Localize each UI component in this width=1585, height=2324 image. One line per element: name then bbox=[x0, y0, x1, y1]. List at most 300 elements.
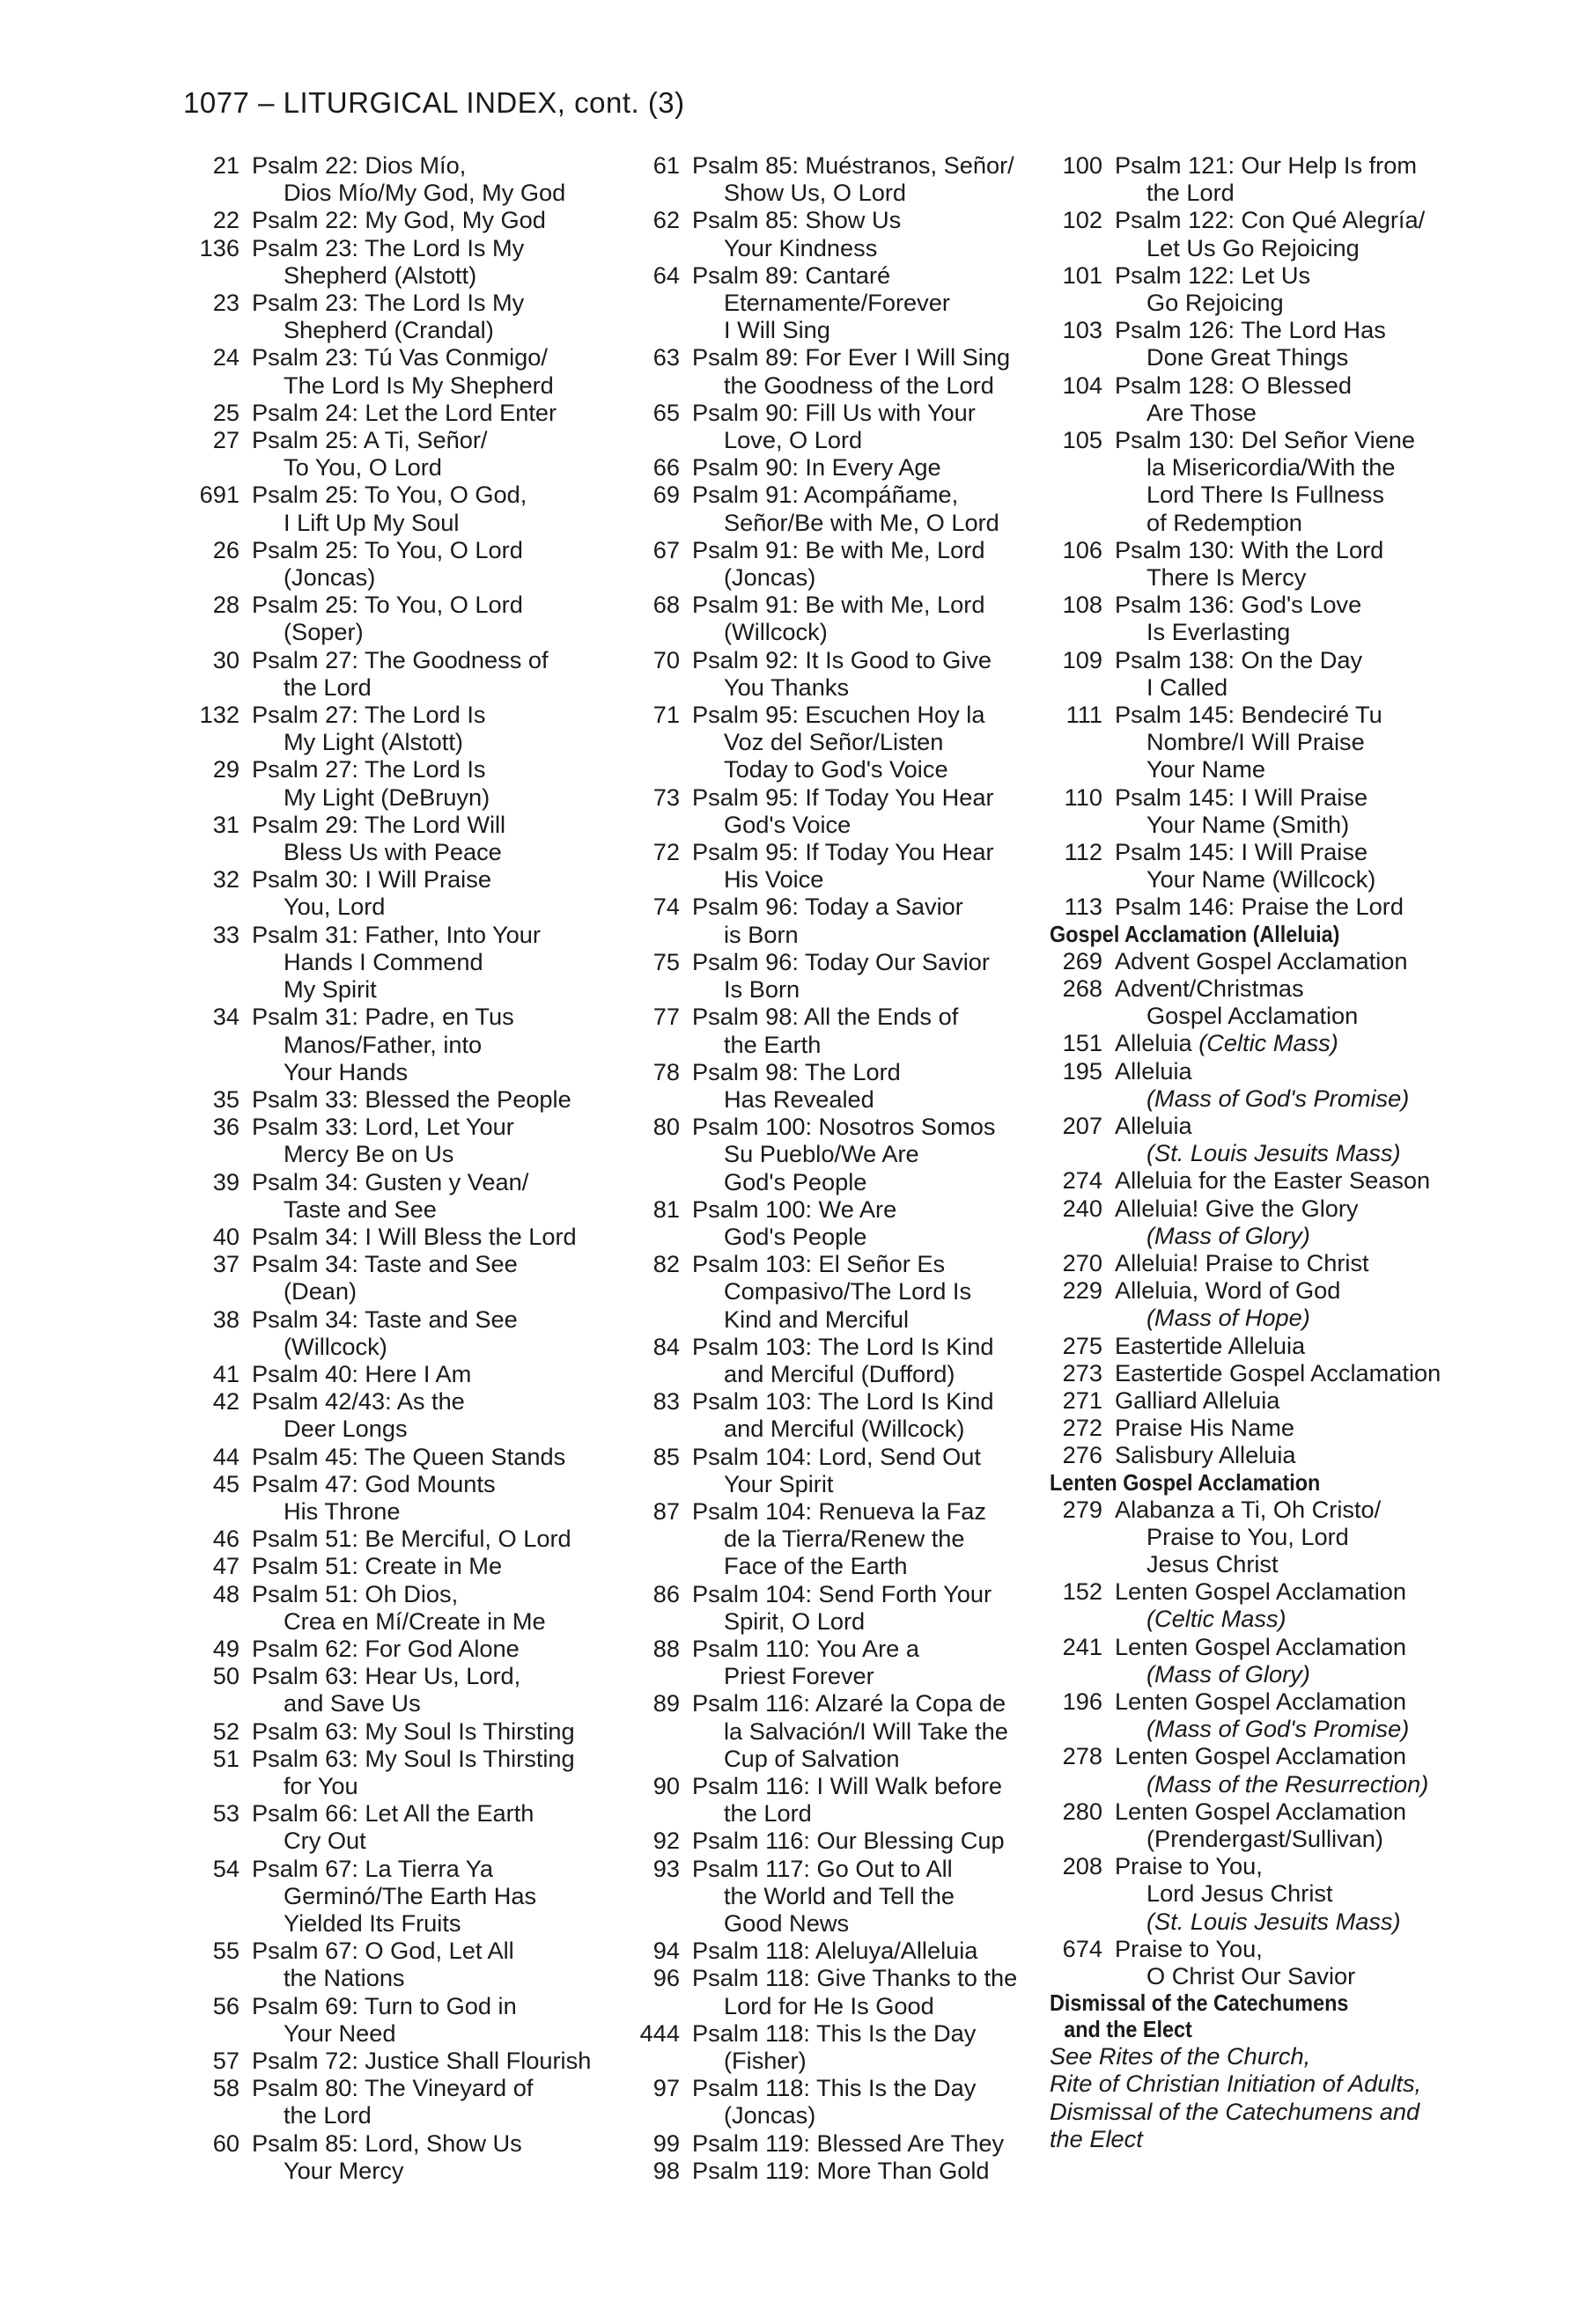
hymn-number: 240 bbox=[1062, 1194, 1102, 1222]
entry-title: Psalm 90: In Every Age bbox=[692, 453, 941, 482]
entry-title: Psalm 85: Show Us Your Kindness bbox=[692, 206, 902, 261]
hymn-number: 69 bbox=[652, 481, 680, 509]
hymn-number: 80 bbox=[652, 1113, 680, 1141]
entry-title: Psalm 27: The Goodness of the Lord bbox=[252, 645, 549, 701]
entry-title: Psalm 45: The Queen Stands bbox=[252, 1442, 566, 1470]
hymn-number: 90 bbox=[652, 1771, 680, 1799]
entry-title: Praise His Name bbox=[1115, 1414, 1294, 1442]
hymn-number: 36 bbox=[212, 1113, 240, 1141]
hymn-number: 67 bbox=[652, 535, 680, 563]
entry-title: Psalm 91: Be with Me, Lord (Joncas) bbox=[692, 535, 985, 592]
index-entry bbox=[627, 453, 1050, 481]
hymn-number: 27 bbox=[212, 426, 240, 454]
entry-title: Psalm 119: Blessed Are They bbox=[692, 2129, 1005, 2157]
entry-title: Psalm 25: A Ti, Señor/ To You, O Lord bbox=[252, 426, 488, 482]
index-entry bbox=[627, 1497, 1050, 1580]
hymn-number: 270 bbox=[1062, 1248, 1102, 1276]
index-entry bbox=[187, 2129, 627, 2184]
hymn-number: 86 bbox=[652, 1579, 680, 1607]
hymn-number: 58 bbox=[212, 2074, 240, 2102]
entry-title: Psalm 30: I Will Praise You, Lord bbox=[252, 865, 491, 921]
index-entry bbox=[187, 2074, 627, 2129]
entry-title: Psalm 130: Del Señor Viene la Misericordia/With the Lord There Is Fullness of Redemption bbox=[1115, 426, 1416, 536]
index-entry bbox=[187, 1113, 627, 1167]
index-entry bbox=[187, 1937, 627, 1991]
entry-title: Psalm 85: Muéstranos, Señor/ Show Us, O Lord bbox=[692, 151, 1014, 207]
index-entry bbox=[627, 399, 1050, 453]
index-entry bbox=[1050, 1359, 1490, 1386]
index-entry bbox=[1050, 1276, 1490, 1331]
entry-title: Alleluia (St. Louis Jesuits Mass) bbox=[1115, 1111, 1401, 1167]
entry-title: Psalm 24: Let the Lord Enter bbox=[252, 398, 557, 426]
hymn-number: 39 bbox=[212, 1167, 240, 1195]
index-entry bbox=[1050, 1742, 1490, 1797]
index-entry bbox=[627, 343, 1050, 398]
index-entry bbox=[187, 2047, 627, 2074]
index-entry bbox=[187, 399, 627, 426]
entry-title: Alleluia (Mass of God's Promise) bbox=[1115, 1056, 1410, 1112]
index-entry bbox=[627, 2019, 1050, 2074]
index-entry bbox=[1050, 893, 1490, 920]
entry-title: Psalm 51: Create in Me bbox=[252, 1552, 503, 1580]
hymn-number: 55 bbox=[212, 1937, 240, 1965]
index-entry bbox=[187, 591, 627, 645]
hymn-number: 113 bbox=[1064, 893, 1102, 921]
entry-title: Psalm 72: Justice Shall Flourish bbox=[252, 2047, 592, 2075]
entry-title: Psalm 95: If Today You Hear God's Voice bbox=[692, 783, 994, 838]
entry-title: Psalm 136: God's Love Is Everlasting bbox=[1115, 591, 1362, 646]
entry-title: Eastertide Gospel Acclamation bbox=[1115, 1358, 1441, 1386]
entry-title: Psalm 128: O Blessed Are Those bbox=[1115, 371, 1352, 426]
hymn-number: 68 bbox=[652, 591, 680, 619]
hymn-number: 102 bbox=[1062, 206, 1102, 234]
index-entry bbox=[627, 1333, 1050, 1387]
entry-title: Psalm 118: This Is the Day (Fisher) bbox=[692, 2019, 977, 2075]
hymn-number: 279 bbox=[1062, 1495, 1102, 1523]
entry-title: Eastertide Alleluia bbox=[1115, 1331, 1306, 1359]
entry-title: Alleluia for the Easter Season bbox=[1115, 1166, 1431, 1195]
section-heading: Gospel Acclamation (Alleluia) bbox=[1050, 920, 1340, 947]
hymn-number: 268 bbox=[1062, 974, 1102, 1002]
entry-title: Psalm 63: My Soul Is Thirsting for You bbox=[252, 1744, 575, 1799]
hymn-number: 111 bbox=[1065, 701, 1102, 729]
index-entry bbox=[187, 1745, 627, 1799]
entry-title: Psalm 34: I Will Bless the Lord bbox=[252, 1222, 577, 1250]
hymn-number: 44 bbox=[212, 1442, 240, 1470]
index-entry bbox=[187, 1552, 627, 1579]
hymn-number: 28 bbox=[212, 591, 240, 619]
hymn-number: 72 bbox=[652, 838, 680, 866]
entry-title: Psalm 29: The Lord Will Bless Us with Peace bbox=[252, 810, 506, 866]
entry-title: Psalm 31: Padre, en Tus Manos/Father, into Your Hands bbox=[252, 1003, 514, 1085]
hymn-number: 26 bbox=[212, 535, 240, 563]
index-entry bbox=[627, 783, 1050, 838]
hymn-number: 24 bbox=[212, 343, 240, 371]
index-entry bbox=[627, 1827, 1050, 1854]
hymn-number: 62 bbox=[652, 206, 680, 234]
hymn-number: 77 bbox=[652, 1003, 680, 1031]
hymn-number: 85 bbox=[652, 1442, 680, 1470]
index-entry bbox=[187, 701, 627, 755]
index-entry bbox=[1050, 1578, 1490, 1632]
entry-title: Lenten Gospel Acclamation (Mass of Glory) bbox=[1115, 1632, 1406, 1688]
index-entry bbox=[187, 1635, 627, 1662]
entry-title: Psalm 119: More Than Gold bbox=[692, 2156, 990, 2184]
index-entry bbox=[1050, 1798, 1490, 1852]
index-entry bbox=[1050, 1029, 1490, 1056]
index-entry bbox=[627, 893, 1050, 947]
entry-title: Psalm 27: The Lord Is My Light (Alstott) bbox=[252, 701, 486, 756]
hymn-number: 51 bbox=[212, 1744, 240, 1772]
index-entry bbox=[187, 481, 627, 535]
index-entry bbox=[627, 1003, 1050, 1057]
hymn-number: 33 bbox=[212, 920, 240, 948]
index-column-1 bbox=[187, 151, 627, 2184]
entry-title: Alleluia! Give the Glory (Mass of Glory) bbox=[1115, 1194, 1359, 1249]
see-reference-note: the Elect bbox=[1050, 2124, 1143, 2152]
hymn-number: 30 bbox=[212, 645, 240, 673]
hymn-number: 195 bbox=[1062, 1056, 1102, 1085]
entry-title: Psalm 25: To You, O Lord (Joncas) bbox=[252, 535, 523, 592]
hymn-number: 41 bbox=[212, 1359, 240, 1387]
index-entry bbox=[1050, 1688, 1490, 1742]
hymn-number: 40 bbox=[212, 1222, 240, 1250]
hymn-number: 35 bbox=[212, 1085, 240, 1113]
hymn-number: 105 bbox=[1062, 426, 1102, 454]
entry-title: Psalm 47: God Mounts His Throne bbox=[252, 1469, 496, 1525]
entry-title: Psalm 34: Gusten y Vean/ Taste and See bbox=[252, 1167, 529, 1223]
hymn-number: 99 bbox=[652, 2129, 680, 2157]
hymn-number: 89 bbox=[652, 1689, 680, 1717]
index-entry bbox=[187, 1717, 627, 1745]
index-entry bbox=[187, 1443, 627, 1470]
hymn-number: 151 bbox=[1062, 1029, 1102, 1057]
entry-title: Psalm 22: My God, My God bbox=[252, 206, 546, 234]
hymn-number: 21 bbox=[212, 151, 240, 179]
index-entry bbox=[627, 151, 1050, 206]
hymn-number: 92 bbox=[652, 1827, 680, 1855]
index-entry bbox=[187, 1168, 627, 1223]
entry-title: Psalm 67: O God, Let All the Nations bbox=[252, 1937, 514, 1992]
entry-title: Praise to You, Lord Jesus Christ (St. Louis Jesuits Mass) bbox=[1115, 1852, 1401, 1935]
entry-title: Psalm 122: Con Qué Alegría/ Let Us Go Rejoicing bbox=[1115, 206, 1426, 261]
hymn-number: 31 bbox=[212, 810, 240, 838]
index-entry bbox=[627, 2157, 1050, 2184]
index-entry bbox=[1050, 1386, 1490, 1414]
entry-title: Psalm 145: I Will Praise Your Name (Willcock) bbox=[1115, 838, 1376, 894]
entry-title: Psalm 62: For God Alone bbox=[252, 1634, 520, 1662]
entry-title: Advent/Christmas Gospel Acclamation bbox=[1115, 974, 1359, 1030]
hymn-number: 274 bbox=[1062, 1166, 1102, 1195]
entry-title: Psalm 103: The Lord Is Kind and Merciful (Willcock) bbox=[692, 1387, 994, 1443]
entry-title: Psalm 118: Aleluya/Alleluia bbox=[692, 1937, 978, 1965]
index-entry bbox=[1050, 838, 1490, 893]
entry-title: Psalm 34: Taste and See (Willcock) bbox=[252, 1305, 518, 1360]
index-entry bbox=[627, 206, 1050, 261]
entry-title: Psalm 89: Cantaré Eternamente/Forever I Will Sing bbox=[692, 261, 950, 344]
hymn-number: 46 bbox=[212, 1525, 240, 1553]
entry-title: Alabanza a Ti, Oh Cristo/ Praise to You, Lord Jesus Christ bbox=[1115, 1495, 1382, 1578]
hymn-number: 106 bbox=[1062, 535, 1102, 563]
index-entry bbox=[627, 1113, 1050, 1195]
entry-title: Psalm 80: The Vineyard of the Lord bbox=[252, 2074, 534, 2129]
entry-title: Psalm 130: With the Lord There Is Mercy bbox=[1115, 535, 1384, 592]
entry-title: Psalm 25: To You, O God, I Lift Up My Soul bbox=[252, 481, 527, 536]
hymn-number: 60 bbox=[212, 2129, 240, 2157]
index-entry bbox=[1050, 261, 1490, 316]
hymn-number: 88 bbox=[652, 1634, 680, 1662]
hymn-number: 66 bbox=[652, 453, 680, 482]
entry-title: Psalm 104: Renueva la Faz de la Tierra/Renew the Face of the Earth bbox=[692, 1497, 986, 1580]
page-header: 1077 – LITURGICAL INDEX, cont. (3) bbox=[183, 86, 685, 119]
entry-title: Psalm 66: Let All the Earth Cry Out bbox=[252, 1799, 534, 1855]
index-entry bbox=[187, 206, 627, 233]
hymn-number: 207 bbox=[1062, 1111, 1102, 1139]
index-entry bbox=[627, 646, 1050, 701]
index-entry bbox=[1050, 1633, 1490, 1688]
entry-title: Alleluia, Word of God (Mass of Hope) bbox=[1115, 1276, 1341, 1332]
hymn-number: 273 bbox=[1062, 1358, 1102, 1386]
hymn-number: 112 bbox=[1064, 838, 1102, 866]
hymn-number: 34 bbox=[212, 1003, 240, 1031]
hymn-number: 269 bbox=[1062, 946, 1102, 974]
entry-title: Psalm 98: The Lord Has Revealed bbox=[692, 1057, 901, 1113]
hymn-number: 48 bbox=[212, 1579, 240, 1607]
entry-title: Psalm 92: It Is Good to Give You Thanks bbox=[692, 645, 992, 701]
entry-title: Psalm 117: Go Out to All the World and Tell the Good News bbox=[692, 1854, 955, 1937]
hymn-number: 22 bbox=[212, 206, 240, 234]
index-entry bbox=[627, 536, 1050, 591]
index-entry bbox=[1050, 646, 1490, 701]
index-entry bbox=[187, 1003, 627, 1085]
entry-title: Psalm 89: For Ever I Will Sing the Goodness of the Lord bbox=[692, 343, 1011, 399]
index-entry bbox=[187, 1387, 627, 1442]
index-entry bbox=[187, 811, 627, 865]
entry-title: Psalm 42/43: As the Deer Longs bbox=[252, 1387, 465, 1443]
index-entry bbox=[627, 481, 1050, 535]
index-entry bbox=[187, 921, 627, 1004]
hymn-number: 38 bbox=[212, 1305, 240, 1333]
see-reference-note: Rite of Christian Initiation of Adults, bbox=[1050, 2070, 1422, 2098]
hymn-number: 241 bbox=[1062, 1632, 1102, 1660]
hymn-number: 272 bbox=[1062, 1414, 1102, 1442]
index-entry bbox=[627, 2129, 1050, 2157]
hymn-number: 70 bbox=[652, 645, 680, 673]
hymn-number: 47 bbox=[212, 1552, 240, 1580]
entry-title: Psalm 40: Here I Am bbox=[252, 1359, 472, 1387]
hymn-number: 84 bbox=[652, 1332, 680, 1360]
hymn-number: 49 bbox=[212, 1634, 240, 1662]
hymn-number: 94 bbox=[652, 1937, 680, 1965]
index-entry bbox=[627, 1250, 1050, 1333]
hymn-number: 271 bbox=[1062, 1386, 1102, 1414]
index-entry bbox=[627, 1772, 1050, 1827]
entry-title: Psalm 104: Send Forth Your Spirit, O Lord bbox=[692, 1579, 992, 1635]
entry-title: Psalm 90: Fill Us with Your Love, O Lord bbox=[692, 398, 976, 454]
entry-title: Psalm 63: My Soul Is Thirsting bbox=[252, 1717, 575, 1745]
entry-title: Psalm 103: El Señor Es Compasivo/The Lord Is Kind and Merciful bbox=[692, 1250, 972, 1333]
hymn-number: 103 bbox=[1062, 316, 1102, 344]
entry-title: Alleluia (Celtic Mass) bbox=[1115, 1029, 1338, 1057]
hymn-number: 50 bbox=[212, 1662, 240, 1690]
hymn-number: 96 bbox=[652, 1964, 680, 1992]
index-entry bbox=[627, 701, 1050, 783]
hymn-number: 53 bbox=[212, 1799, 240, 1828]
section-heading: Lenten Gospel Acclamation bbox=[1050, 1468, 1321, 1496]
hymn-number: 136 bbox=[199, 233, 240, 261]
entry-title: Psalm 85: Lord, Show Us Your Mercy bbox=[252, 2129, 522, 2184]
entry-title: Psalm 103: The Lord Is Kind and Merciful (Dufford) bbox=[692, 1332, 994, 1387]
entry-title: Psalm 121: Our Help Is from the Lord bbox=[1115, 151, 1417, 207]
entry-title: Psalm 23: Tú Vas Conmigo/ The Lord Is My Shepherd bbox=[252, 343, 554, 399]
index-entry bbox=[1050, 1852, 1490, 1935]
entry-title: Psalm 33: Blessed the People bbox=[252, 1085, 571, 1113]
entry-title: Psalm 146: Praise the Lord bbox=[1115, 893, 1404, 921]
index-entry bbox=[187, 1799, 627, 1854]
index-entry bbox=[1050, 783, 1490, 838]
hymn-number: 81 bbox=[652, 1195, 680, 1223]
entry-title: Alleluia! Praise to Christ bbox=[1115, 1248, 1369, 1276]
entry-title: Psalm 69: Turn to God in Your Need bbox=[252, 1991, 517, 2047]
index-entry bbox=[1050, 1935, 1490, 1989]
hymn-number: 691 bbox=[199, 481, 240, 509]
entry-title: Psalm 118: Give Thanks to the Lord for He Is Good bbox=[692, 1964, 1018, 2019]
index-entry bbox=[187, 234, 627, 289]
index-entry bbox=[187, 426, 627, 481]
index-entry bbox=[1050, 206, 1490, 261]
hymn-number: 152 bbox=[1062, 1578, 1102, 1606]
hymn-number: 78 bbox=[652, 1057, 680, 1085]
entry-title: Psalm 51: Be Merciful, O Lord bbox=[252, 1525, 571, 1553]
entry-title: Psalm 104: Lord, Send Out Your Spirit bbox=[692, 1442, 981, 1497]
entry-title: Advent Gospel Acclamation bbox=[1115, 946, 1408, 974]
entry-title: Psalm 22: Dios Mío, Dios Mío/My God, My God bbox=[252, 151, 566, 207]
hymn-number: 65 bbox=[652, 398, 680, 426]
see-reference-note: See Rites of the Church, bbox=[1050, 2042, 1311, 2070]
hymn-number: 61 bbox=[652, 151, 680, 179]
entry-title: Psalm 95: If Today You Hear His Voice bbox=[692, 838, 994, 894]
entry-title: Psalm 91: Acompáñame, Señor/Be with Me, O Lord bbox=[692, 481, 999, 536]
entry-title: Psalm 122: Let Us Go Rejoicing bbox=[1115, 261, 1311, 317]
entry-title: Psalm 23: The Lord Is My Shepherd (Crandal) bbox=[252, 289, 525, 344]
index-entry bbox=[627, 1855, 1050, 1938]
index-entry bbox=[627, 948, 1050, 1003]
hymn-number: 101 bbox=[1062, 261, 1102, 289]
index-entry bbox=[1050, 974, 1490, 1029]
section-heading: and the Elect bbox=[1064, 2016, 1192, 2043]
hymn-number: 52 bbox=[212, 1717, 240, 1745]
entry-title: Psalm 34: Taste and See (Dean) bbox=[252, 1250, 518, 1305]
section-heading: Dismissal of the Catechumens bbox=[1050, 1989, 1349, 2017]
hymn-number: 75 bbox=[652, 947, 680, 975]
entry-title: Psalm 126: The Lord Has Done Great Things bbox=[1115, 316, 1386, 371]
entry-title: Psalm 100: We Are God's People bbox=[692, 1195, 897, 1250]
hymn-number: 97 bbox=[652, 2074, 680, 2102]
entry-title: Psalm 91: Be with Me, Lord (Willcock) bbox=[692, 591, 985, 646]
index-entry bbox=[627, 1443, 1050, 1497]
hymn-number: 29 bbox=[212, 755, 240, 783]
index-entry bbox=[187, 1855, 627, 1938]
hymn-number: 278 bbox=[1062, 1742, 1102, 1770]
entry-title: Psalm 96: Today a Savior is Born bbox=[692, 893, 963, 948]
index-entry bbox=[1050, 536, 1490, 591]
hymn-number: 229 bbox=[1062, 1276, 1102, 1305]
index-entry bbox=[1050, 371, 1490, 426]
entry-title: Psalm 96: Today Our Savior Is Born bbox=[692, 947, 990, 1004]
hymn-number: 444 bbox=[639, 2019, 680, 2047]
entry-title: Psalm 27: The Lord Is My Light (DeBruyn) bbox=[252, 755, 490, 811]
entry-title: Lenten Gospel Acclamation (Prendergast/Sullivan) bbox=[1115, 1797, 1406, 1852]
index-column-2 bbox=[627, 151, 1050, 2184]
index-entry bbox=[1050, 1332, 1490, 1359]
index-entry bbox=[627, 838, 1050, 893]
hymn-number: 73 bbox=[652, 783, 680, 811]
entry-title: Psalm 116: I Will Walk before the Lord bbox=[692, 1771, 1003, 1828]
index-entry bbox=[627, 1635, 1050, 1689]
entry-title: Psalm 100: Nosotros Somos Su Pueblo/We Are God's People bbox=[692, 1113, 996, 1195]
entry-title: Psalm 67: La Tierra Ya Germinó/The Earth Has Yielded Its Fruits bbox=[252, 1854, 537, 1937]
entry-title: Psalm 145: I Will Praise Your Name (Smith) bbox=[1115, 783, 1368, 838]
index-entry bbox=[187, 755, 627, 810]
index-entry bbox=[1050, 1057, 1490, 1112]
index-entry bbox=[1050, 316, 1490, 371]
index-entry bbox=[1050, 591, 1490, 645]
index-entry bbox=[1050, 1166, 1490, 1194]
index-entry bbox=[627, 591, 1050, 645]
hymn-number: 132 bbox=[199, 701, 240, 729]
entry-title: Psalm 95: Escuchen Hoy la Voz del Señor/Listen Today to God's Voice bbox=[692, 701, 985, 783]
index-entry bbox=[627, 1195, 1050, 1250]
entry-title: Psalm 110: You Are a Priest Forever bbox=[692, 1634, 919, 1690]
index-entry bbox=[1050, 1496, 1490, 1578]
index-entry bbox=[627, 1387, 1050, 1442]
hymn-number: 98 bbox=[652, 2156, 680, 2184]
hymn-number: 280 bbox=[1062, 1797, 1102, 1825]
entry-title: Psalm 63: Hear Us, Lord, and Save Us bbox=[252, 1662, 521, 1717]
entry-title: Psalm 145: Bendeciré Tu Nombre/I Will Praise Your Name bbox=[1115, 701, 1382, 783]
index-entry bbox=[1050, 1441, 1490, 1468]
index-entry bbox=[187, 1662, 627, 1717]
index-entry bbox=[187, 1250, 627, 1305]
hymn-number: 674 bbox=[1062, 1934, 1102, 1962]
index-entry bbox=[627, 2074, 1050, 2129]
index-entry bbox=[1050, 701, 1490, 783]
entry-title: Psalm 118: This Is the Day (Joncas) bbox=[692, 2074, 977, 2129]
index-entry bbox=[187, 343, 627, 398]
index-entry bbox=[187, 1470, 627, 1525]
hymn-number: 82 bbox=[652, 1250, 680, 1278]
entry-title: Psalm 98: All the Ends of the Earth bbox=[692, 1003, 959, 1058]
index-entry bbox=[187, 1223, 627, 1250]
entry-title: Psalm 31: Father, Into Your Hands I Commend My Spirit bbox=[252, 920, 541, 1004]
entry-title: Psalm 25: To You, O Lord (Soper) bbox=[252, 591, 523, 646]
index-entry bbox=[1050, 1414, 1490, 1441]
entry-title: Lenten Gospel Acclamation (Mass of God's Promise) bbox=[1115, 1687, 1410, 1743]
entry-title: Psalm 116: Alzaré la Copa de la Salvación/I Will Take the Cup of Salvation bbox=[692, 1689, 1008, 1772]
entry-title: Psalm 51: Oh Dios, Crea en Mí/Create in Me bbox=[252, 1579, 546, 1635]
index-column-3 bbox=[1050, 151, 1490, 2152]
index-entry bbox=[187, 1580, 627, 1635]
entry-title: Psalm 116: Our Blessing Cup bbox=[692, 1827, 1005, 1855]
hymn-number: 276 bbox=[1062, 1441, 1102, 1469]
entry-title: Salisbury Alleluia bbox=[1115, 1441, 1296, 1469]
hymn-number: 110 bbox=[1064, 783, 1102, 811]
hymn-number: 32 bbox=[212, 865, 240, 894]
hymn-number: 109 bbox=[1062, 645, 1102, 673]
entry-title: Galliard Alleluia bbox=[1115, 1386, 1280, 1414]
index-entry bbox=[627, 1580, 1050, 1635]
index-entry bbox=[627, 1937, 1050, 1964]
